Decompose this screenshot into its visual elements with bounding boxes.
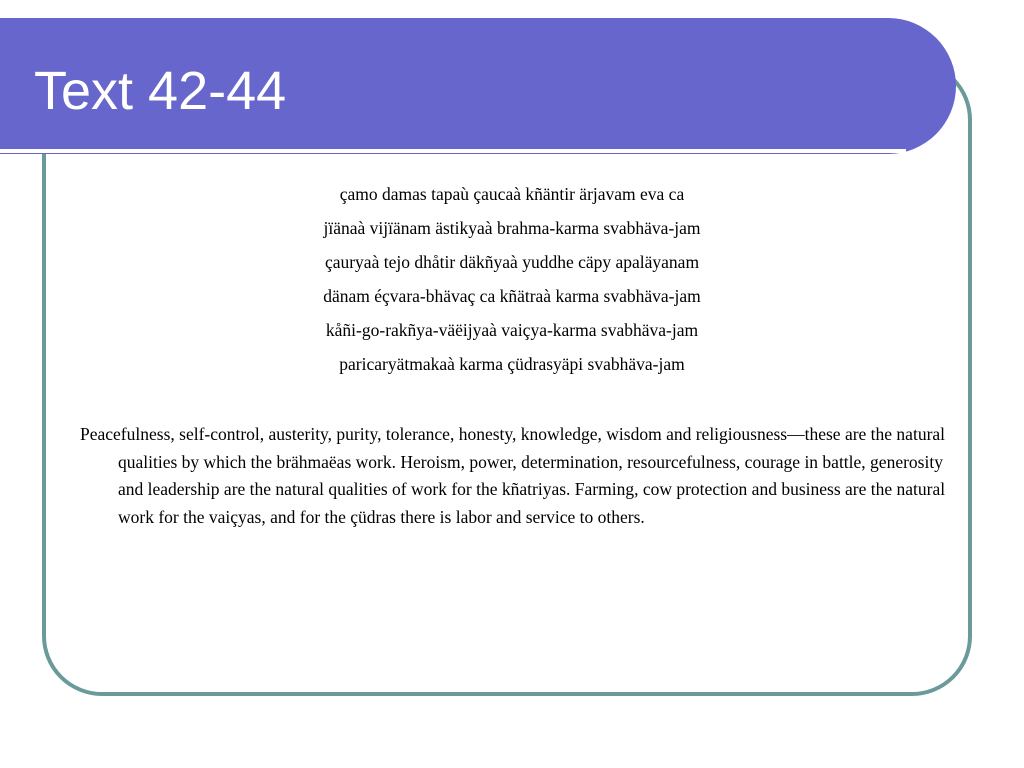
- verse-block: [80, 182, 944, 386]
- verse-line: çamo damas tapaù çaucaà kñäntir ärjavam eva ca: [339, 184, 685, 204]
- verse-line: paricaryätmakaà karma çüdrasyäpi svabhäva-jam: [339, 354, 685, 374]
- verse-line: jïänaà vijïänam ästikyaà brahma-karma svabhäva-jam: [323, 218, 701, 238]
- title-bar: [0, 18, 956, 154]
- translation-paragraph: Peacefulness, self-control, austerity, purity, tolerance, honesty, knowledge, wisdom and religiousness—these are the natural qualities by which the brähmaëas work. Heroism, power, determination, resourcefulness, courage in battle, generosity and leadership are the natural qualities of work for the kñatriyas. Farming, cow protection and business are the natural work for the vaiçyas, and for the çüdras there is labor and service to others.: [80, 424, 946, 527]
- title-underline: [0, 149, 906, 153]
- verse-line: çauryaà tejo dhåtir däkñyaà yuddhe cäpy apaläyanam: [324, 252, 700, 272]
- verse-line: dänam éçvara-bhävaç ca kñätraà karma svabhäva-jam: [323, 286, 701, 306]
- verse-line: kåñi-go-rakñya-väëijyaà vaiçya-karma svabhäva-jam: [325, 320, 699, 340]
- slide-title: Text 42-44: [34, 61, 287, 121]
